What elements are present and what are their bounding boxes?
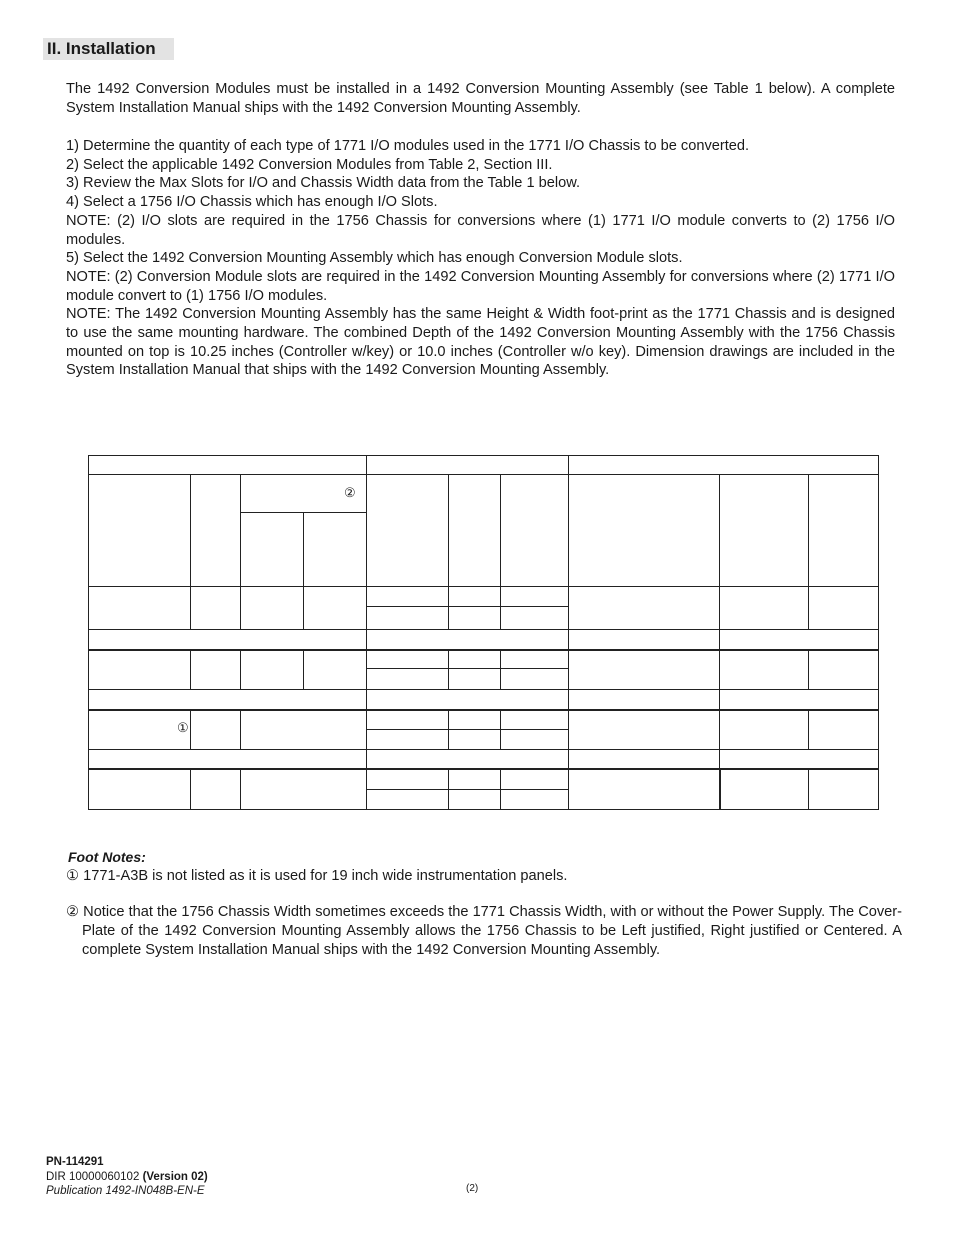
- table-rule: [366, 668, 568, 669]
- table-rule: [190, 768, 191, 809]
- dir-number: DIR 10000060102: [46, 1170, 140, 1183]
- table-rule: [366, 455, 367, 809]
- table-rule: [719, 768, 721, 809]
- table-rule: [500, 768, 501, 809]
- note-conversion-slots: NOTE: (2) Conversion Module slots are required in the 1492 Conversion Mounting Assembly for conversions where (2) 1771 I/O module convert to (1) 1756 I/O modules.: [66, 268, 895, 304]
- table-rule: [808, 649, 809, 689]
- footnotes-title: Foot Notes:: [68, 849, 146, 865]
- table-rule: [240, 768, 241, 809]
- table-rule: [88, 709, 879, 711]
- section-title: II. Installation: [43, 38, 174, 60]
- table-rule: [448, 649, 449, 689]
- table-rule: [719, 649, 720, 709]
- table-rule: [448, 709, 449, 749]
- table-rule: [808, 709, 809, 749]
- table-rule: [88, 809, 879, 810]
- table-rule: [878, 455, 879, 809]
- publication-number: Publication 1492-IN048B-EN-E: [46, 1185, 205, 1197]
- footnote-1: ① 1771-A3B is not listed as it is used for 19 inch wide instrumentation panels.: [66, 867, 568, 884]
- step-3: 3) Review the Max Slots for I/O and Chassis Width data from the Table 1 below.: [66, 175, 580, 192]
- table-rule: [366, 606, 568, 607]
- table-rule: [88, 455, 89, 809]
- table-rule: [88, 586, 879, 587]
- table-rule: [303, 649, 304, 689]
- intro-paragraph: The 1492 Conversion Modules must be installed in a 1492 Conversion Mounting Assembly (see Table 1 below). A complete System Installation Manual ships with the 1492 Conversion Mounting Assembly.: [66, 81, 895, 116]
- table-rule: [88, 455, 879, 456]
- table-rule: [366, 729, 568, 730]
- table-rule: [88, 689, 879, 690]
- table-rule: [568, 455, 569, 809]
- table-rule: [88, 749, 879, 750]
- page-number: (2): [466, 1183, 479, 1194]
- table-rule: [88, 474, 879, 475]
- table-rule: [448, 474, 449, 629]
- footnote-marker-2: ②: [344, 485, 356, 500]
- note-io-slots: NOTE: (2) I/O slots are required in the 1756 Chassis for conversions where (1) 1771 I/O module converts to (2) 1756 I/O modules.: [66, 212, 895, 248]
- table-rule: [366, 789, 568, 790]
- table-rule: [88, 768, 879, 770]
- table-rule: [190, 649, 191, 689]
- table-rule: [500, 709, 501, 749]
- table-rule: [500, 649, 501, 689]
- footnotes: [66, 848, 902, 960]
- table-rule: [88, 649, 879, 651]
- table-rule: [719, 474, 720, 649]
- version-label: (Version 02): [142, 1170, 208, 1183]
- table-rule: [500, 474, 501, 629]
- step-5: 5) Select the 1492 Conversion Mounting Assembly which has enough Conversion Module slots.: [66, 250, 683, 267]
- table-rule: [190, 709, 191, 749]
- dir-line: [46, 1170, 208, 1185]
- table-rule: [808, 768, 809, 809]
- table-rule: [808, 474, 809, 629]
- table-rule: [240, 474, 241, 629]
- table-rule: [240, 649, 241, 689]
- table-rule: [303, 512, 304, 629]
- table-rule: [88, 629, 879, 630]
- step-4: 4) Select a 1756 I/O Chassis which has enough I/O Slots.: [66, 194, 438, 211]
- table-rule: [448, 768, 449, 809]
- part-number: PN-114291: [46, 1156, 104, 1168]
- footnote-2: ② Notice that the 1756 Chassis Width sometimes exceeds the 1771 Chassis Width, with or without the Power Supply. The Cover-Plate of the 1492 Conversion Mounting Assembly allows the 1756 Chassis to be Left justified, Right justified or Centered. A complete System Installation Manual ships with the 1492 Conversion Mounting Assembly.: [66, 904, 902, 958]
- table-rule: [190, 474, 191, 629]
- footnote-marker-1: ①: [177, 720, 189, 735]
- note-footprint: NOTE: The 1492 Conversion Mounting Assembly has the same Height & Width foot-print as the 1771 Chassis and is designed to use the same mounting hardware. The combined Depth of the 1492 Conversion Mounting Assembly with the 1756 Chassis mounted on top is 10.25 inches (Controller w/key) or 10.0 inches (Controller w/o key). Dimension drawings are included in the System Installation Manual that ships with the 1492 Conversion Mounting Assembly.: [66, 306, 895, 379]
- installation-steps: [66, 137, 895, 380]
- page-footer: [46, 1155, 208, 1199]
- step-2: 2) Select the applicable 1492 Conversion Modules from Table 2, Section III.: [66, 156, 553, 173]
- table-rule: [719, 709, 720, 768]
- table-rule: [240, 709, 241, 749]
- step-1: 1) Determine the quantity of each type of 1771 I/O modules used in the 1771 I/O Chassis to be converted.: [66, 138, 750, 154]
